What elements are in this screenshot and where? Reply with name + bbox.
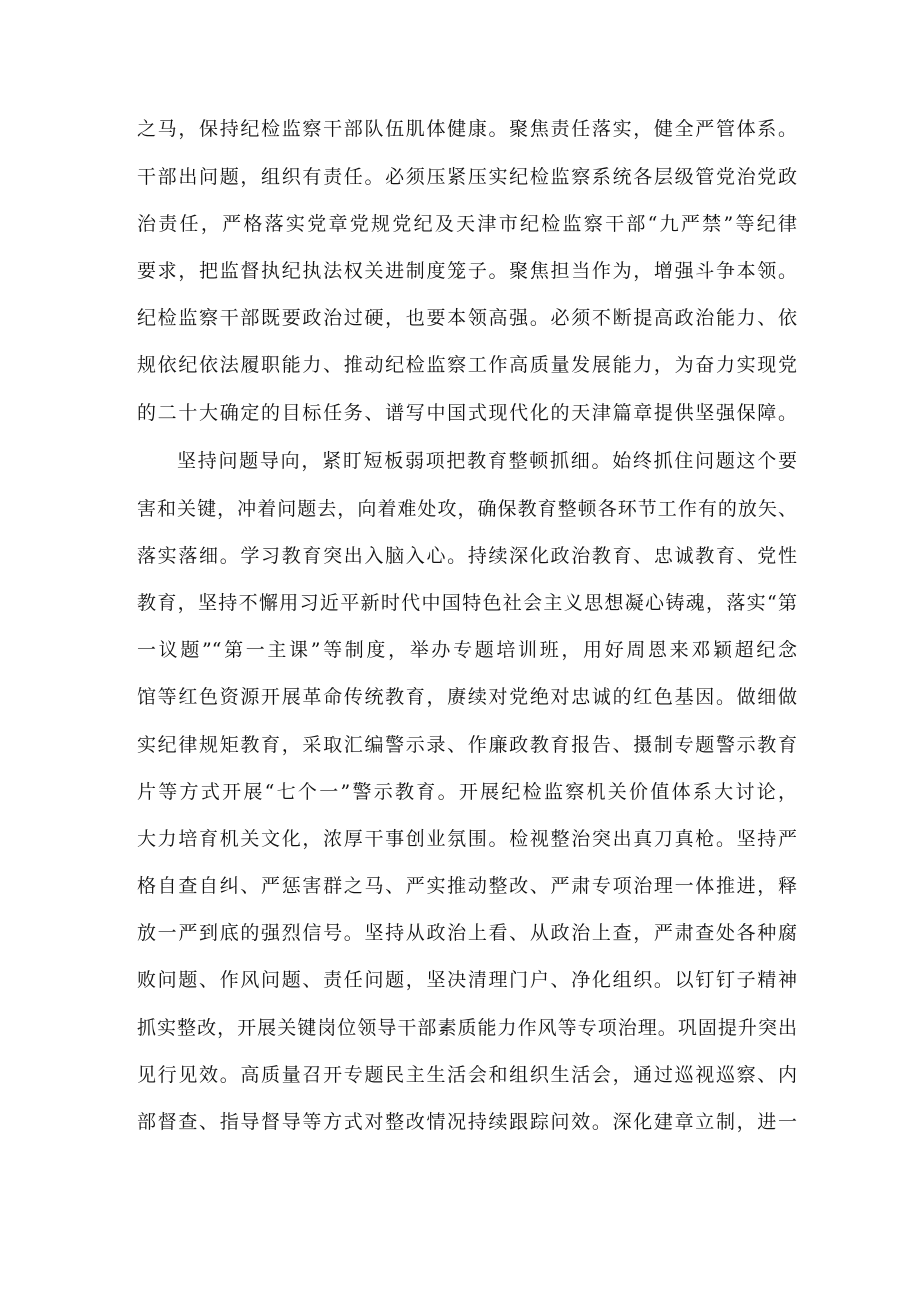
text-line: 要求，把监督执纪执法权关进制度笼子。聚焦担当作为，增强斗争本领。 — [137, 260, 797, 282]
text-line: 片等方式开展“七个一”警示教育。开展纪检监察机关价值体系大讨论， — [137, 781, 797, 803]
text-line: 放一严到底的强烈信号。坚持从政治上看、从政治上查，严肃查处各种腐 — [137, 922, 797, 944]
text-line: 害和关键，冲着问题去，向着难处攻，确保教育整顿各环节工作有的放矢、 — [137, 498, 797, 520]
text-line: 的二十大确定的目标任务、谱写中国式现代化的天津篇章提供坚强保障。 — [137, 402, 797, 424]
text-line: 治责任，严格落实党章党规党纪及天津市纪检监察干部“九严禁”等纪律 — [137, 213, 797, 235]
text-line: 规依纪依法履职能力、推动纪检监察工作高质量发展能力，为奋力实现党 — [137, 354, 797, 376]
text-line: 一议题”“第一主课”等制度，举办专题培训班，用好周恩来邓颖超纪念 — [137, 639, 797, 661]
paragraph-first-line: 坚持问题导向，紧盯短板弱项把教育整顿抓细。始终抓住问题这个要 — [177, 450, 797, 472]
text-line: 落实落细。学习教育突出入脑入心。持续深化政治教育、忠诚教育、党性 — [137, 545, 797, 567]
text-line: 之马，保持纪检监察干部队伍肌体健康。聚焦责任落实，健全严管体系。 — [137, 118, 797, 140]
text-line: 教育，坚持不懈用习近平新时代中国特色社会主义思想凝心铸魂，落实“第 — [137, 592, 797, 614]
text-line: 纪检监察干部既要政治过硬，也要本领高强。必须不断提高政治能力、依 — [137, 307, 797, 329]
text-line: 抓实整改，开展关键岗位领导干部素质能力作风等专项治理。巩固提升突出 — [137, 1017, 797, 1039]
text-line: 干部出问题，组织有责任。必须压紧压实纪检监察系统各层级管党治党政 — [137, 166, 797, 188]
text-line: 馆等红色资源开展革命传统教育，赓续对党绝对忠诚的红色基因。做细做 — [137, 686, 797, 708]
text-line: 部督查、指导督导等方式对整改情况持续跟踪问效。深化建章立制，进一 — [137, 1111, 797, 1133]
text-line: 见行见效。高质量召开专题民主生活会和组织生活会，通过巡视巡察、内 — [137, 1064, 797, 1086]
text-line: 格自查自纠、严惩害群之马、严实推动整改、严肃专项治理一体推进，释 — [137, 875, 797, 897]
text-line: 败问题、作风问题、责任问题，坚决清理门户、净化组织。以钉钉子精神 — [137, 969, 797, 991]
text-line: 大力培育机关文化，浓厚干事创业氛围。检视整治突出真刀真枪。坚持严 — [137, 828, 797, 850]
text-line: 实纪律规矩教育，采取汇编警示录、作廉政教育报告、摄制专题警示教育 — [137, 734, 797, 756]
